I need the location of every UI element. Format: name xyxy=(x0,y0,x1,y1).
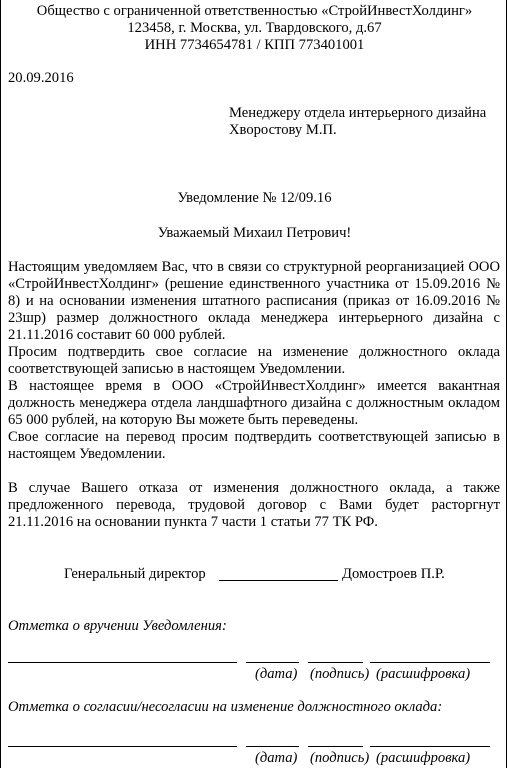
notice-termination xyxy=(8,480,500,531)
receipt-date-line[interactable] xyxy=(246,662,299,663)
company-name: Общество с ограниченной ответственностью «СтройИнвестХолдинг» xyxy=(36,3,473,19)
receipt-mark-label: Отметка о вручении Уведомления: xyxy=(8,618,227,634)
company-header xyxy=(1,3,507,54)
paragraph-confirm-transfer: Свое согласие на перевод просим подтвердить соответствующей записью в настоящем Уведомлении. xyxy=(8,429,500,462)
director-title: Генеральный директор xyxy=(64,566,206,582)
consent-name-line[interactable] xyxy=(8,746,237,747)
receipt-sign-caption: (подпись) xyxy=(310,666,370,682)
document-date: 20.09.2016 xyxy=(8,70,74,86)
notice-body xyxy=(8,259,500,463)
paragraph-termination: В случае Вашего отказа от изменения должностного оклада, а также предложенного перевода, трудовой договор с Вами будет расторгнут 21.11.2016 на основании пункта 7 части 1 статьи 77 ТК РФ. xyxy=(8,480,500,530)
addressee-block xyxy=(229,105,486,139)
consent-date-line[interactable] xyxy=(246,746,299,747)
receipt-sign-line[interactable] xyxy=(308,662,363,663)
company-address: 123458, г. Москва, ул. Твардовского, д.67 xyxy=(127,20,382,36)
consent-decode-caption: (расшифровка) xyxy=(376,750,471,766)
receipt-decode-caption: (расшифровка) xyxy=(376,666,471,682)
paragraph-vacancy: В настоящее время в ООО «СтройИнвестХолдинг» имеется вакантная должность менеджера отдела ландшафтного дизайна с должностным окладом 65 000 рублей, на которую Вы можете быть переведены. xyxy=(8,378,500,428)
document-title: Уведомление № 12/09.16 xyxy=(177,190,332,206)
consent-sign-line[interactable] xyxy=(308,746,363,747)
company-tax-ids: ИНН 7734654781 / КПП 773401001 xyxy=(144,37,365,53)
paragraph-salary-change: Настоящим уведомляем Вас, что в связи со структурной реорганизацией ООО «СтройИнвестХолдинг» (решение единственного участника от 15.09.2016 № 8) и на основании изменения штатного расписания (приказ от 16.09.2016 № 23шр) размер должностного оклада менеджера интерьерного дизайна с 21.11.2016 составит 60 000 рублей. xyxy=(8,259,500,343)
addressee-position: Менеджеру отдела интерьерного дизайна xyxy=(229,105,487,121)
receipt-decode-line[interactable] xyxy=(370,662,490,663)
receipt-name-line[interactable] xyxy=(8,662,237,663)
addressee-name: Хворостову М.П. xyxy=(229,122,337,138)
receipt-date-caption: (дата) xyxy=(255,666,298,682)
director-name: Домостроев П.Р. xyxy=(342,566,445,582)
director-signature-line xyxy=(219,580,338,581)
consent-date-caption: (дата) xyxy=(255,750,298,766)
consent-sign-caption: (подпись) xyxy=(310,750,370,766)
consent-decode-line[interactable] xyxy=(370,746,490,747)
consent-mark-label: Отметка о согласии/несогласии на изменение должностного оклада: xyxy=(8,699,443,715)
paragraph-confirm-salary: Просим подтвердить свое согласие на изменение должностного оклада соответствующей записью в настоящем Уведомлении. xyxy=(8,344,500,377)
greeting: Уважаемый Михаил Петрович! xyxy=(157,225,352,241)
